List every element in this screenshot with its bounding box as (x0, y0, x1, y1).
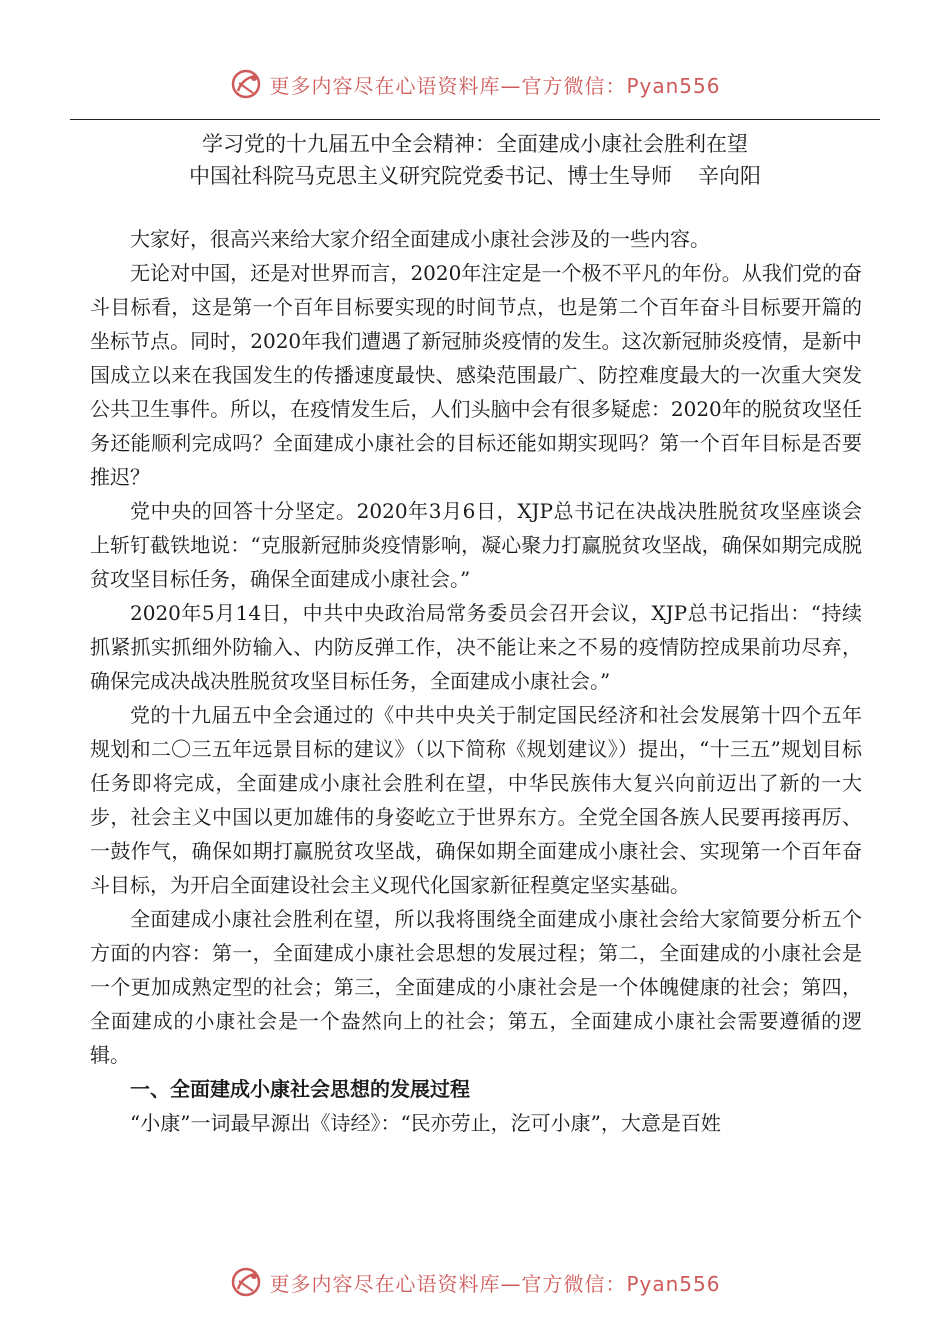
document-body (90, 222, 862, 1140)
banner-text: 更多内容尽在心语资料库—官方微信：Pyan556 (269, 1271, 721, 1296)
paragraph: 无论对中国，还是对世界而言，2020年注定是一个极不平凡的年份。从我们党的奋斗目标看，这是第一个百年目标要实现的时间节点，也是第二个百年奋斗目标要开篇的坐标节点。同时，2020年我们遭遇了新冠肺炎疫情的发生。这次新冠肺炎疫情，是新中国成立以来在我国发生的传播速度最快、感染范围最广、防控难度最大的一次重大突发公共卫生事件。所以，在疫情发生后，人们头脑中会有很多疑虑：2020年的脱贫攻坚任务还能顺利完成吗？全面建成小康社会的目标还能如期实现吗？第一个百年目标是否要推迟？ (90, 261, 862, 489)
header-divider (70, 119, 880, 120)
stamp-logo-icon (229, 67, 263, 101)
author-line (70, 160, 880, 192)
author-name: 辛向阳 (698, 164, 761, 188)
paragraph: 党中央的回答十分坚定。2020年3月6日，XJP总书记在决战决胜脱贫攻坚座谈会上斩钉截铁地说：“克服新冠肺炎疫情影响，凝心聚力打赢脱贫攻坚战，确保如期完成脱贫攻坚目标任务，确保全面建成小康社会。” (90, 499, 862, 591)
author-affiliation: 中国社科院马克思主义研究院党委书记、博士生导师 (189, 164, 672, 188)
paragraph: 全面建成小康社会胜利在望，所以我将围绕全面建成小康社会给大家简要分析五个方面的内容：第一，全面建成小康社会思想的发展过程；第二，全面建成的小康社会是一个更加成熟定型的社会；第三，全面建成的小康社会是一个体魄健康的社会；第四，全面建成的小康社会是一个盎然向上的社会；第五，全面建成小康社会需要遵循的逻辑。 (90, 907, 862, 1067)
paragraph: “小康”一词最早源出《诗经》：“民亦劳止，汔可小康”，大意是百姓 (130, 1111, 721, 1135)
stamp-logo-icon (229, 1265, 263, 1299)
document-title: 学习党的十九届五中全会精神：全面建成小康社会胜利在望 (202, 132, 748, 156)
section-heading: 一、全面建成小康社会思想的发展过程 (130, 1077, 470, 1101)
paragraph: 党的十九届五中全会通过的《中共中央关于制定国民经济和社会发展第十四个五年规划和二〇三五年远景目标的建议》（以下简称《规划建议》）提出，“十三五”规划目标任务即将完成，全面建成小康社会胜利在望，中华民族伟大复兴向前迈出了新的一大步，社会主义中国以更加雄伟的身姿屹立于世界东方。全党全国各族人民要再接再厉、一鼓作气，确保如期打赢脱贫攻坚战，确保如期全面建成小康社会、实现第一个百年奋斗目标，为开启全面建设社会主义现代化国家新征程奠定坚实基础。 (90, 703, 862, 897)
title-block (70, 128, 880, 192)
banner-text: 更多内容尽在心语资料库—官方微信：Pyan556 (269, 73, 721, 98)
paragraph: 大家好，很高兴来给大家介绍全面建成小康社会涉及的一些内容。 (130, 227, 710, 251)
footer-banner (0, 1262, 950, 1302)
paragraph: 2020年5月14日，中共中央政治局常务委员会召开会议，XJP总书记指出：“持续抓紧抓实抓细外防输入、内防反弹工作，决不能让来之不易的疫情防控成果前功尽弃，确保完成决战决胜脱贫攻坚目标任务，全面建成小康社会。” (90, 601, 862, 693)
header-banner (0, 64, 950, 104)
